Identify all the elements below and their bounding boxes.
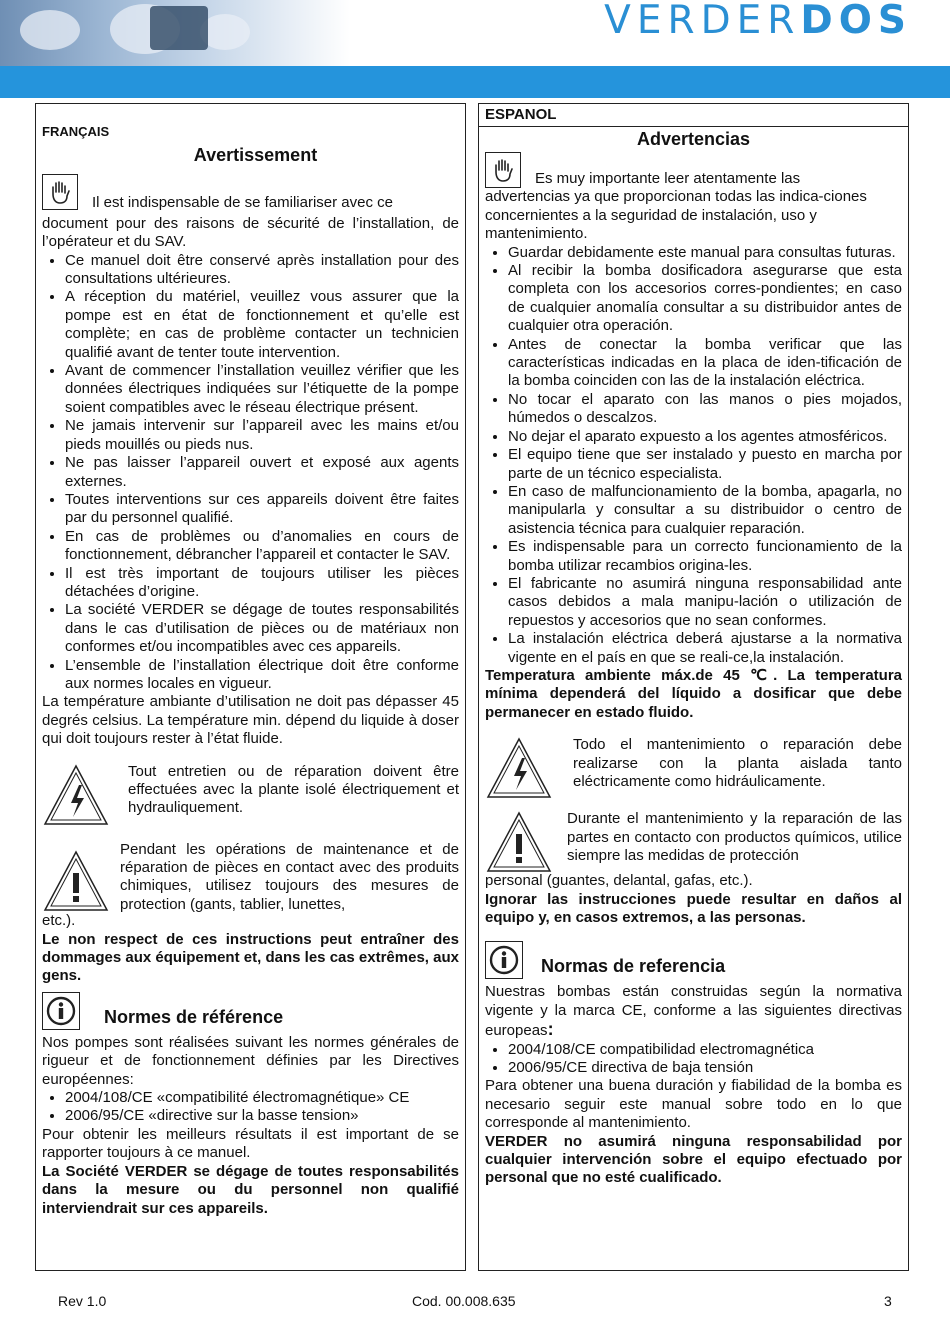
- chemical-protection-note-end-es: personal (guantes, delantal, gafas, etc.).: [485, 872, 753, 890]
- liability-bold-fr: La Société VERDER se dégage de toutes responsabilités dans la mesure ou du personnel non qualifié interviendrait sur ces appareils.: [42, 1162, 459, 1217]
- norms-list-fr: [42, 1089, 459, 1126]
- electrical-maintenance-note-fr: Tout entretien ou de réparation doivent être effectuées avec la plante isolé électriquement et hydrauliquement.: [128, 762, 459, 817]
- document-code: Cod. 00.008.635: [412, 1293, 516, 1309]
- verderdos-logo: VERDERDOS: [604, 0, 912, 43]
- list-item: • Avant de commencer l’installation veuillez vérifier que les données électriques indiquées sur l’étiquette de la pompe soient compatibles avec le réseau électrique présent.: [65, 362, 459, 417]
- list-item: • L’ensemble de l’installation électrique doit être conforme aux normes locales en vigueur.: [65, 657, 459, 694]
- list-item: • A réception du matériel, veuillez vous assurer que la pompe est en état de fonctionnement et qu’elle est complète; en cas de problème contacter un technicien qualifié avant de tenter toute intervention.: [65, 288, 459, 362]
- chemical-protection-note-end-fr: etc.).: [42, 912, 76, 930]
- hand-stop-icon: [485, 152, 521, 188]
- french-column: [35, 103, 466, 1271]
- norms-intro-fr: Nos pompes sont réalisées suivant les normes générales de rigueur et de fonctionnement définies par les Directives européennes:: [42, 1033, 459, 1088]
- intro-fr-first-line: Il est indispensable de se familiariser avec ce: [92, 194, 393, 212]
- list-item: • No dejar el aparato expuesto a los agentes atmosféricos.: [508, 428, 902, 446]
- list-item: • Ne pas laisser l’appareil ouvert et exposé aux agents externes.: [65, 454, 459, 491]
- temperature-note-fr: La température ambiante d’utilisation ne doit pas dépasser 45 degrés celsius. La température min. dépend du liquide à doser qui doit toujours rester à l’état fluide.: [42, 693, 459, 748]
- list-item: • Guardar debidamente este manual para consultas futuras.: [508, 244, 902, 262]
- list-item: • Il est très important de toujours utiliser les pièces détachées d’origine.: [65, 565, 459, 602]
- section-title-warning-es: Advertencias: [636, 129, 751, 149]
- warning-bold-es: Ignorar las instrucciones puede resultar en daños al equipo y, en casos extremos, a las personas.: [485, 890, 902, 926]
- section-title-norms-fr: Normes de référence: [104, 1006, 284, 1027]
- list-item: • 2006/95/CE «directive sur la basse tension»: [65, 1107, 459, 1125]
- list-item: • La instalación eléctrica deberá ajustarse a la normativa vigente en el país en que se reali-ce,la instalación.: [508, 630, 902, 667]
- results-note-fr: Pour obtenir les meilleurs résultats il est important de se rapporter toujours à ce manuel.: [42, 1125, 459, 1162]
- liability-bold-es: VERDER no asumirá ninguna responsabilidad por cualquier intervención sobre el equipo efectuado por personal que no esté cualificado.: [485, 1132, 902, 1187]
- intro-es: advertencias ya que proporcionan todas las indica-ciones concernientes a la seguridad de instalación, uso y mantenimiento.: [485, 188, 867, 243]
- intro-es-first-line: Es muy importante leer atentamente las: [535, 170, 801, 187]
- language-label-fr: FRANÇAIS: [42, 124, 110, 139]
- info-icon: [42, 992, 80, 1030]
- revision-label: Rev 1.0: [58, 1293, 107, 1309]
- list-item: • 2004/108/CE compatibilidad electromagnética: [508, 1041, 902, 1059]
- electrical-maintenance-note-es: Todo el mantenimiento o reparación debe realizarse con la planta aislada tanto eléctricamente como hidráulicamente.: [573, 736, 902, 790]
- norms-list-es: [485, 1041, 902, 1078]
- spanish-column: [478, 103, 909, 1271]
- list-item: • En caso de malfuncionamiento de la bomba, apagarla, no manipularla y consultar a su distribuidor o centro de asistencia técnica para cualquier reparación.: [508, 483, 902, 538]
- warning-bold-fr: Le non respect de ces instructions peut entraîner des dommages aux équipement et, dans les cas extrêmes, aux gens.: [42, 930, 459, 985]
- temperature-note-es: Temperatura ambiente máx.de 45 ℃. La temperatura mínima dependerá del líquido a dosificar que debe permanecer en estado fluido.: [485, 666, 902, 721]
- list-item: • Ne jamais intervenir sur l’appareil avec les mains et/ou pieds mouillés ou pieds nus.: [65, 417, 459, 454]
- norms-intro-colon-es: :: [547, 1019, 554, 1040]
- page-header: [0, 0, 950, 98]
- electric-hazard-icon: [485, 736, 553, 800]
- list-item: • 2004/108/CE «compatibilité électromagnétique» CE: [65, 1089, 459, 1107]
- list-item: • El fabricante no asumirá ninguna responsabilidad ante casos debidos a mala manipu-lación o utilización de repuestos y accesorios que no sean conformes.: [508, 575, 902, 630]
- info-icon: [485, 941, 523, 979]
- list-item: • Es indispensable para un correcto funcionamiento de la bomba utilizar recambios origina-les.: [508, 538, 902, 575]
- page-footer: [0, 1292, 950, 1312]
- list-item: • El equipo tiene que ser instalado y puesto en marcha por parte de un técnico especialista.: [508, 446, 902, 483]
- section-title-norms-es: Normas de referencia: [541, 956, 726, 977]
- list-item: • Al recibir la bomba dosificadora asegurarse que esta completa con los accesorios corres-pondientes; en caso de cualquier anomalía consultar a su distribuidor antes de cualquier otra operación.: [508, 262, 902, 336]
- caution-icon: [485, 810, 553, 874]
- chemical-protection-note-fr: Pendant les opérations de maintenance et de réparation de pièces en contact avec des produits chimiques, utilisez toujours des mesures de protection (gants, tablier, lunettes,: [120, 840, 459, 913]
- caution-icon: [42, 849, 110, 913]
- warnings-list-fr: [42, 252, 459, 694]
- norms-intro-es: [485, 983, 902, 1040]
- warnings-list-es: [485, 244, 902, 667]
- list-item: • No tocar el aparato con las manos o pies mojados, húmedos o descalzos.: [508, 391, 902, 428]
- list-item: • Toutes interventions sur ces appareils doivent être faites par du personnel qualifié.: [65, 491, 459, 528]
- electric-hazard-icon: [42, 763, 110, 827]
- list-item: • 2006/95/CE directiva de baja tensión: [508, 1059, 902, 1077]
- list-item: • Antes de conectar la bomba verificar que las características indicadas en la placa de iden-tificación de la bomba coinciden con las de la instalación eléctrica.: [508, 336, 902, 391]
- chemical-protection-note-es: Durante el mantenimiento y la reparación de las partes en contacto con productos químicos, utilice siempre las medidas de protección: [567, 810, 902, 864]
- section-title-warning-fr: Avertissement: [193, 145, 318, 166]
- list-item: • Ce manuel doit être conservé après installation pour des consultations ultérieures.: [65, 252, 459, 289]
- intro-fr: document pour des raisons de sécurité de l’installation, de l’opérateur et du SAV.: [42, 214, 459, 251]
- header-product-photo: [0, 0, 350, 66]
- page-number: 3: [884, 1293, 892, 1309]
- language-label-es: ESPANOL: [479, 104, 908, 127]
- norms-intro-text-es: Nuestras bombas están construidas según la normativa vigente y la marca CE, conforme a las siguientes directivas europeas: [485, 983, 902, 1040]
- results-note-es: Para obtener una buena duración y fiabilidad de la bomba es necesario seguir este manual sobre todo en lo que corresponde al mantenimiento.: [485, 1077, 902, 1132]
- hand-stop-icon: [42, 174, 78, 210]
- list-item: • En cas de problèmes ou d’anomalies en cours de fonctionnement, débrancher l’appareil et contacter le SAV.: [65, 528, 459, 565]
- list-item: • La société VERDER se dégage de toutes responsabilités dans le cas d’utilisation de pièces ou de matériaux non conformes et/ou incompatibles avec ces appareils.: [65, 601, 459, 656]
- header-blue-band: [0, 66, 950, 98]
